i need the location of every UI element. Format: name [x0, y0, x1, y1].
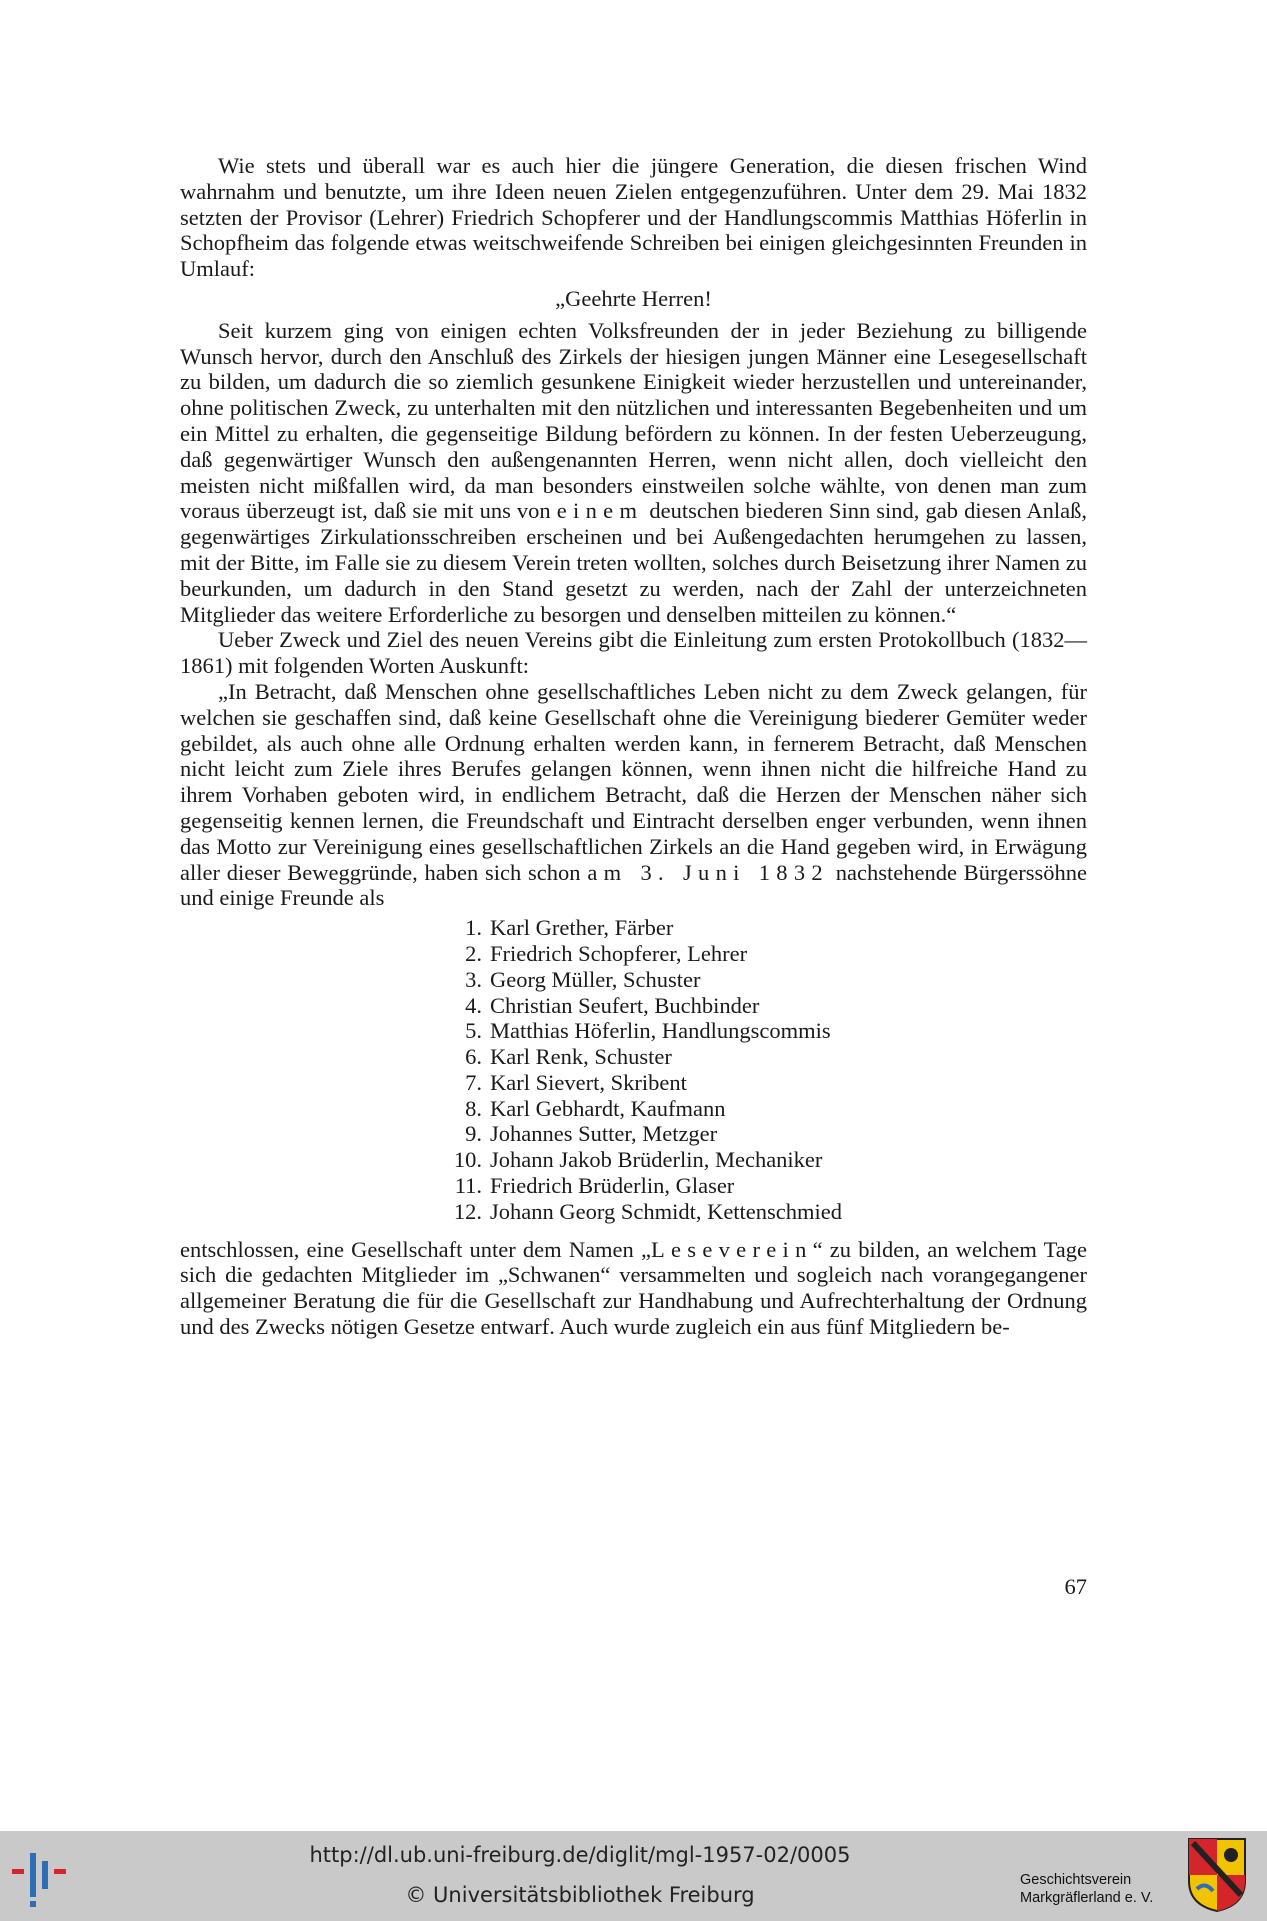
- member-name: Karl Grether, Färber: [490, 915, 674, 941]
- member-name: Johann Georg Schmidt, Kettenschmied: [490, 1198, 843, 1224]
- member-name: Karl Sievert, Skribent: [490, 1069, 687, 1095]
- member-number: 6.: [465, 1044, 482, 1070]
- paragraph-conclusion: [180, 1237, 1087, 1340]
- member-number: 3.: [465, 966, 482, 992]
- society-line-2: Markgräflerland e. V.: [1020, 1890, 1154, 1906]
- conclusion-text-b: “ zu bilden, an welchem Tage sich die gedachten Mitglieder im „Schwanen“ versammelten und sogleich nach vorangegangener allgemeiner Beratung die für die Gesellschaft zur Handhabung und Aufrechterhaltung der Ordnung und des Zwecks nötigen Gesetze entwarf. Auch wurde zugleich ein aus fünf Mitgliedern be-: [180, 1236, 1087, 1340]
- member-name: Johann Jakob Brüderlin, Mechaniker: [490, 1147, 823, 1173]
- member-number: 1.: [465, 915, 482, 941]
- document-page: [180, 153, 1087, 1340]
- member-number: 12.: [453, 1198, 482, 1224]
- page-number: 67: [1064, 1574, 1087, 1599]
- spaced-word-leseverein: Leseverein: [650, 1236, 813, 1262]
- letter-greeting: „Geehrte Herren!: [555, 285, 712, 311]
- coat-of-arms-icon: [1187, 1837, 1247, 1913]
- member-number: 9.: [465, 1121, 482, 1147]
- member-number: 2.: [465, 940, 482, 966]
- member-name: Karl Renk, Schuster: [490, 1044, 672, 1070]
- footer-copyright: © Universitätsbibliothek Freiburg: [405, 1883, 755, 1907]
- paragraph-intro: Wie stets und überall war es auch hier die jüngere Generation, die diesen frischen Wind wahrnahm und benutzte, um ihre Ideen neuen Zielen entgegenzuführen. Unter dem 29. Mai 1832 setzten der Provisor (Lehrer) Friedrich Schopferer und der Handlungscommis Matthias Höferlin in Schopfheim das folgende etwas weitschweifende Schreiben bei einigen gleichgesinnten Freunden in Umlauf:: [180, 153, 1087, 282]
- member-name: Georg Müller, Schuster: [490, 966, 701, 992]
- member-name: Christian Seufert, Buchbinder: [490, 992, 760, 1018]
- member-list-item: [442, 1173, 1087, 1199]
- member-list-item: [442, 967, 1087, 993]
- protocol-text-b: nachstehende Bürgerssöhne und einige Freunde als: [180, 859, 1088, 911]
- member-number: 11.: [454, 1173, 482, 1199]
- society-line-1: Geschichtsverein: [1020, 1872, 1132, 1888]
- spaced-date: am 3. Juni 1832: [587, 859, 829, 885]
- member-list-item: [442, 1018, 1087, 1044]
- ub-freiburg-logo-icon: [8, 1843, 80, 1909]
- paragraph-purpose: Ueber Zweck und Ziel des neuen Vereins gibt die Einleitung zum ersten Protokollbuch (1832—1861) mit folgenden Worten Auskunft:: [180, 627, 1087, 679]
- member-name: Friedrich Schopferer, Lehrer: [490, 940, 748, 966]
- footer-url-link[interactable]: http://dl.ub.uni-freiburg.de/diglit/mgl-1957-02/0005: [309, 1843, 851, 1867]
- member-number: 5.: [465, 1018, 482, 1044]
- member-number: 8.: [465, 1095, 482, 1121]
- footer-bar: [0, 1831, 1267, 1921]
- member-name: Matthias Höferlin, Handlungscommis: [490, 1018, 831, 1044]
- member-name: Karl Gebhardt, Kaufmann: [490, 1095, 726, 1121]
- paragraph-protocol: [180, 679, 1087, 911]
- society-name: [1020, 1871, 1180, 1907]
- member-list-item: [442, 915, 1087, 941]
- member-list-item: [442, 1121, 1087, 1147]
- member-list: [180, 915, 1087, 1225]
- member-number: 7.: [465, 1069, 482, 1095]
- conclusion-text-a: entschlossen, eine Gesellschaft unter dem Namen „: [180, 1236, 651, 1262]
- protocol-text-a: „In Betracht, daß Menschen ohne gesellschaftliches Leben nicht zu dem Zweck gelangen, für welchen sie geschaffen sind, daß keine Gesellschaft ohne die Vereinigung biederer Gemüter weder gebildet, als auch ohne alle Ordnung erhalten werden kann, in fernerem Betracht, daß Menschen nicht leicht zum Ziele ihres Berufes gelangen können, wenn ihnen nicht die hilfreiche Hand zu ihrem Vorhaben geboten wird, in endlichem Betracht, daß die Herzen der Menschen näher sich gegenseitig kennen lernen, die Freundschaft und Eintracht derselben enger verbunden, wenn ihnen das Motto zur Vereinigung eines gesellschaftlichen Zirkels an die Hand gegeben wird, in Erwägung aller dieser Beweggründe, haben sich schon: [180, 678, 1087, 885]
- spaced-word-einem: einem: [556, 498, 644, 524]
- member-list-item: [442, 993, 1087, 1019]
- member-list-item: [442, 1070, 1087, 1096]
- paragraph-letter: [180, 318, 1087, 628]
- member-number: 4.: [465, 992, 482, 1018]
- member-name: Johannes Sutter, Metzger: [490, 1121, 718, 1147]
- member-list-item: [442, 1044, 1087, 1070]
- member-list-item: [442, 1096, 1087, 1122]
- member-list-item: [442, 1199, 1087, 1225]
- letter-text-a: Seit kurzem ging von einigen echten Volksfreunden der in jeder Beziehung zu billigende Wunsch hervor, durch den Anschluß des Zirkels der hiesigen jungen Männer eine Lesegesellschaft zu bilden, um dadurch die so ziemlich gesunkene Einigkeit wieder herzustellen und untereinander, ohne politischen Zweck, zu unterhalten mit den nützlichen und interessanten Begebenheiten und um ein Mittel zu erhalten, die gegenseitige Bildung befördern zu können. In der festen Ueberzeugung, daß gegenwärtiger Wunsch den außengenannten Herren, wenn nicht allen, doch vielleicht den meisten nicht mißfallen wird, da man besonders einstweilen solche wählte, von denen man zum voraus überzeugt ist, daß sie mit uns von: [180, 317, 1087, 524]
- member-list-item: [442, 1147, 1087, 1173]
- letter-text-b: deutschen biederen Sinn sind, gab diesen Anlaß, gegenwärtiges Zirkulationsschreiben erscheinen und bei Außengedachten herumgehen zu lassen, mit der Bitte, im Falle sie zu diesem Verein treten wollten, solches durch Beisetzung ihrer Namen zu beurkunden, um dadurch in den Stand gesetzt zu werden, nach der Zahl der unterzeichneten Mitglieder das weitere Erforderliche zu besorgen und denselben mitteilen zu können.“: [180, 498, 1088, 627]
- member-name: Friedrich Brüderlin, Glaser: [490, 1173, 735, 1199]
- member-number: 10.: [453, 1147, 482, 1173]
- member-list-item: [442, 941, 1087, 967]
